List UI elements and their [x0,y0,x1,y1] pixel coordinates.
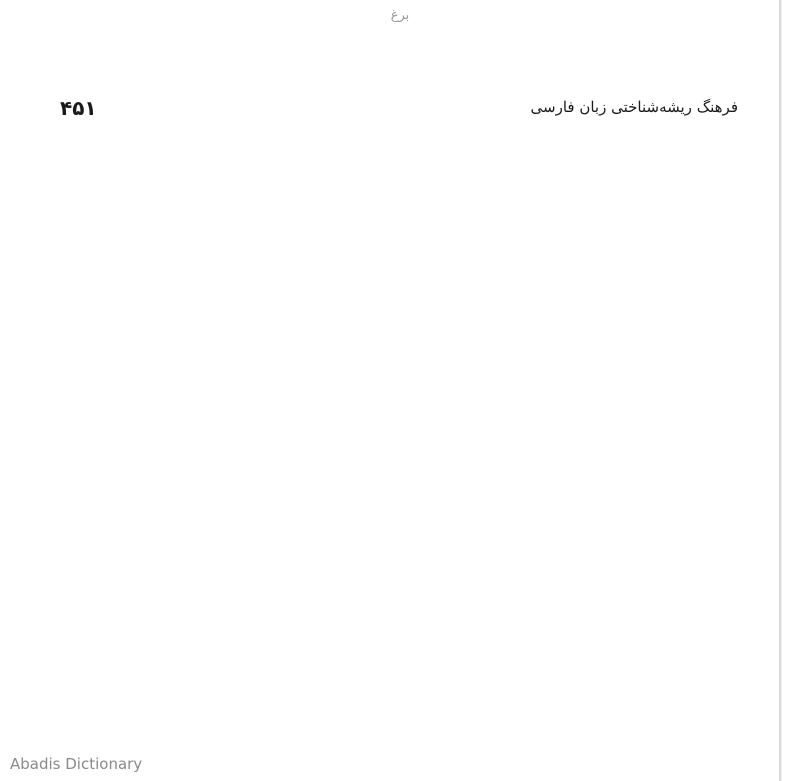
top-caption: برغ [390,8,410,23]
page-header [60,96,738,122]
running-title: فرهنگ ریشه‌شناختی زبان فارسی [530,98,738,116]
page-edge [779,0,782,781]
watermark: Abadis Dictionary [10,755,143,773]
page-number: ۴۵۱ [60,96,97,120]
